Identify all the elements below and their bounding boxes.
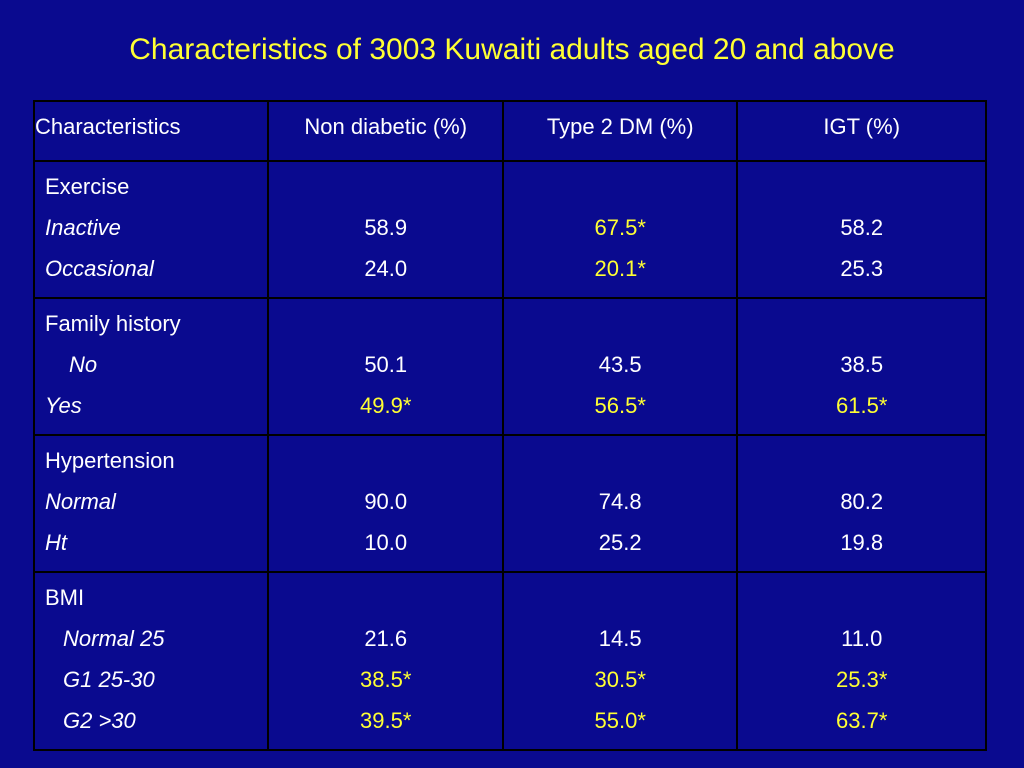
cell-value: 11.0 xyxy=(841,626,883,651)
row-label: Ht xyxy=(45,530,67,555)
cell-value: 39.5* xyxy=(360,708,412,733)
cell-value: 20.1* xyxy=(594,256,646,281)
value-cell xyxy=(503,161,737,298)
value-cell xyxy=(268,161,502,298)
cell-value: 67.5* xyxy=(594,215,646,240)
cell-value: 63.7* xyxy=(836,708,888,733)
value-cell xyxy=(503,298,737,435)
cell-value: 58.9 xyxy=(364,215,408,240)
row-label: No xyxy=(69,352,98,377)
cell-value: 38.5* xyxy=(360,667,412,692)
row-label: G1 25-30 xyxy=(63,667,155,692)
group-name: Family history xyxy=(45,311,181,336)
row-label: Normal 25 xyxy=(63,626,165,651)
value-cell xyxy=(503,572,737,750)
group-label-cell xyxy=(34,572,268,750)
row-label: Occasional xyxy=(45,256,154,281)
slide-title: Characteristics of 3003 Kuwaiti adults aged 20 and above xyxy=(129,33,895,66)
group-name: Hypertension xyxy=(45,448,175,473)
cell-value: 80.2 xyxy=(840,489,884,514)
cell-value: 38.5 xyxy=(840,352,884,377)
group-name: Exercise xyxy=(45,174,130,199)
column-header: IGT (%) xyxy=(737,101,986,161)
cell-value: 50.1 xyxy=(364,352,408,377)
cell-value: 90.0 xyxy=(364,489,408,514)
column-header: Characteristics xyxy=(34,101,268,161)
value-cell xyxy=(503,435,737,572)
cell-value: 19.8 xyxy=(840,530,884,555)
cell-value: 55.0* xyxy=(594,708,646,733)
group-label-cell xyxy=(34,298,268,435)
value-cell xyxy=(737,298,986,435)
table-row-group xyxy=(34,161,986,298)
row-label: Normal xyxy=(45,489,116,514)
value-cell xyxy=(737,161,986,298)
characteristics-table xyxy=(33,100,987,751)
table-row-group xyxy=(34,298,986,435)
row-label: G2 >30 xyxy=(63,708,136,733)
column-header: Type 2 DM (%) xyxy=(503,101,737,161)
cell-value: 56.5* xyxy=(594,393,646,418)
row-label: Yes xyxy=(45,393,82,418)
cell-value: 58.2 xyxy=(840,215,884,240)
cell-value: 14.5 xyxy=(598,626,642,651)
row-label: Inactive xyxy=(45,215,121,240)
group-name: BMI xyxy=(45,585,85,610)
group-label-cell xyxy=(34,161,268,298)
cell-value: 25.3 xyxy=(840,256,884,281)
column-header: Non diabetic (%) xyxy=(268,101,502,161)
cell-value: 43.5 xyxy=(598,352,642,377)
cell-value: 25.2 xyxy=(598,530,642,555)
group-label-cell xyxy=(34,435,268,572)
cell-value: 61.5* xyxy=(836,393,888,418)
table-row-group xyxy=(34,572,986,750)
cell-value: 74.8 xyxy=(598,489,642,514)
value-cell xyxy=(737,572,986,750)
value-cell xyxy=(268,298,502,435)
table-header-row xyxy=(34,101,986,161)
cell-value: 24.0 xyxy=(364,256,408,281)
cell-value: 30.5* xyxy=(594,667,646,692)
value-cell xyxy=(268,435,502,572)
cell-value: 49.9* xyxy=(360,393,412,418)
cell-value: 25.3* xyxy=(836,667,888,692)
table-row-group xyxy=(34,435,986,572)
value-cell xyxy=(737,435,986,572)
cell-value: 21.6 xyxy=(364,626,408,651)
cell-value: 10.0 xyxy=(364,530,408,555)
value-cell xyxy=(268,572,502,750)
